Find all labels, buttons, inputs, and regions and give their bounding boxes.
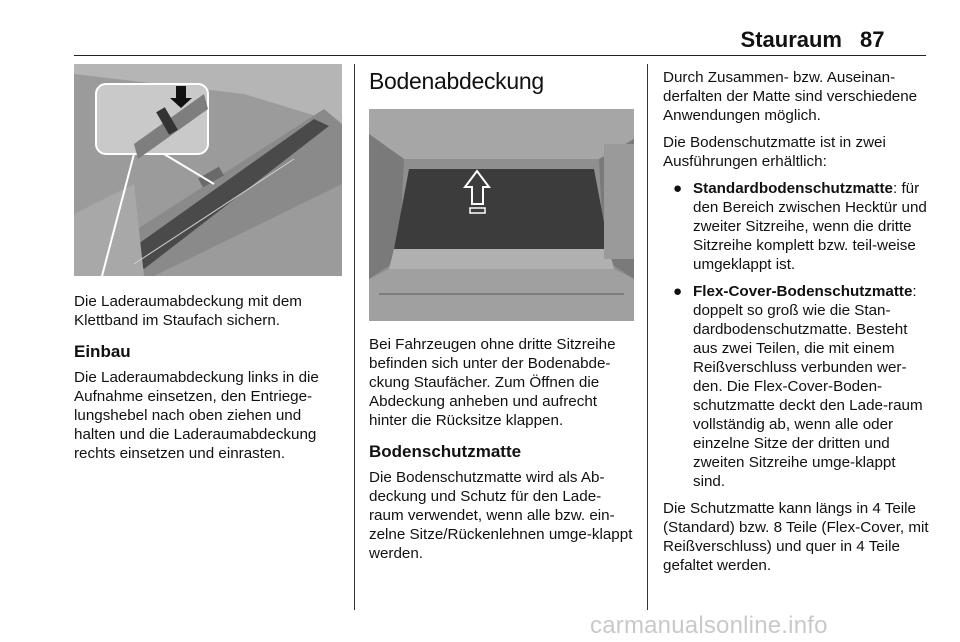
- figure-caption: Die Laderaumabdeckung mit dem Klettband im Staufach sichern.: [74, 293, 302, 329]
- paragraph-falten: Die Schutzmatte kann längs in 4 Teile (Standard) bzw. 8 Teile (Flex-Cover, mit Reißverschluss) und quer in 4 Teile gefaltet werden.: [663, 500, 929, 574]
- variant-list: [663, 179, 929, 491]
- section-title-bodenabdeckung: Bodenabdeckung: [369, 68, 544, 94]
- list-item-text: : doppelt so groß wie die Stan-dardbodenschutzmatte. Besteht aus zwei Teilen, die mit einem Reißverschluss verbunden wer-den. Die Flex-Cover-Boden-schutzmatte deckt den Lade-raum vollständig ab, wenn alle oder einzelne Sitze der dritten und zweiten Sitzreihe umge-klappt sind.: [693, 283, 923, 490]
- bullet-icon: ●: [673, 283, 683, 300]
- bullet-icon: ●: [673, 180, 683, 197]
- paragraph-ausfuehrungen: Die Bodenschutzmatte ist in zwei Ausführungen erhältlich:: [663, 134, 886, 170]
- page-header-title: Stauraum: [740, 27, 842, 52]
- paragraph-einbau: Die Laderaumabdeckung links in die Aufnahme einsetzen, den Entriege-lungshebel nach oben ziehen und halten und die Laderaumabdeckung rechts einsetzen und einrasten.: [74, 369, 319, 462]
- section-heading-einbau: Einbau: [74, 342, 131, 361]
- list-item-text: : für den Bereich zwischen Hecktür und zweiter Sitzreihe, wenn die dritte Sitzreihe komplett bzw. teil-weise umgeklappt ist.: [693, 180, 927, 273]
- term-standard: Standardbodenschutzmatte: [693, 180, 893, 197]
- header-rule: [74, 55, 926, 56]
- column-3: [663, 64, 929, 583]
- paragraph-bodenschutzmatte: Die Bodenschutzmatte wird als Ab-deckung und Schutz für den Lade-raum verwendet, wenn alle bzw. ein-zelne Sitze/Rückenlehnen umge-klappt werden.: [369, 469, 633, 562]
- page-number: 87: [860, 27, 885, 52]
- column-2: [369, 64, 634, 571]
- paragraph-anwendungen: Durch Zusammen- bzw. Auseinan-derfalten der Matte sind verschiedene Anwendungen möglich.: [663, 69, 918, 124]
- section-heading-bodenschutzmatte: Bodenschutzmatte: [369, 442, 522, 461]
- paragraph-bodenabdeckung: Bei Fahrzeugen ohne dritte Sitzreihe befinden sich unter der Bodenabde-ckung Staufächer. Zum Öffnen die Abdeckung anheben und aufrecht hinter die Rücksitze klappen.: [369, 336, 616, 429]
- term-flex-cover: Flex-Cover-Bodenschutzmatte: [693, 283, 913, 300]
- illustration-cargo-cover-storage: [74, 64, 342, 276]
- list-item-flex-cover: [663, 282, 929, 491]
- column-divider-2: [647, 64, 648, 610]
- column-divider-1: [354, 64, 355, 610]
- column-1: [74, 64, 342, 471]
- watermark: carmanualsonline.info: [590, 612, 828, 639]
- list-item-standard: [663, 179, 929, 274]
- illustration-floor-cover: [369, 109, 634, 321]
